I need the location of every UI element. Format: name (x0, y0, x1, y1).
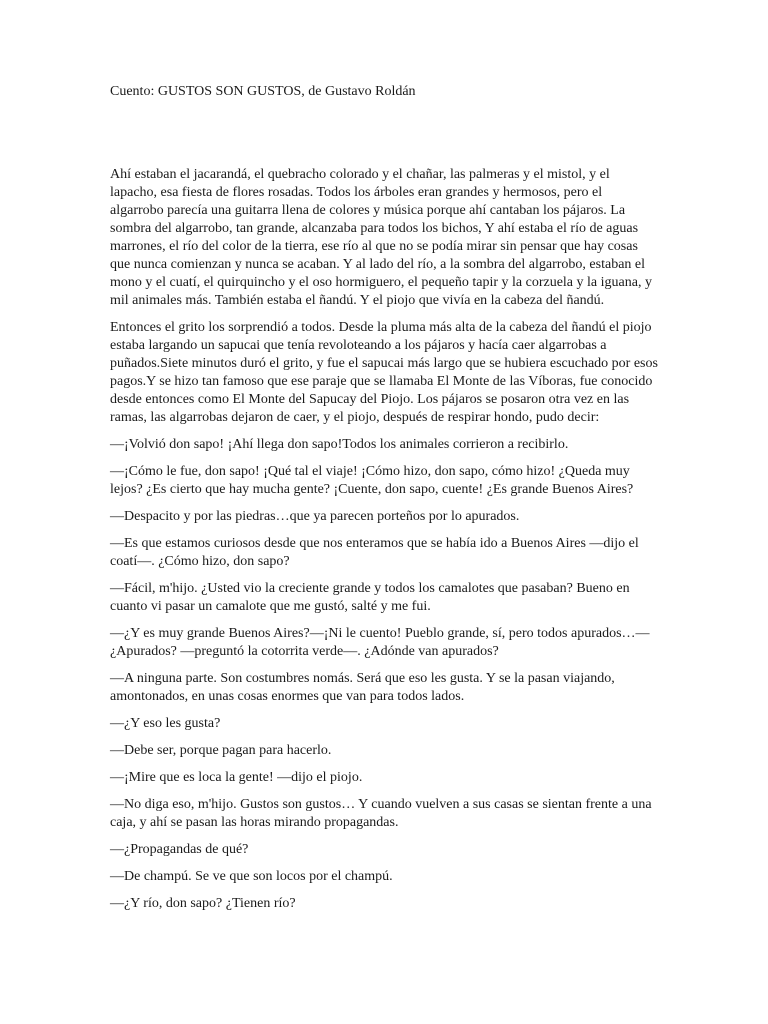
paragraph: Entonces el grito los sorprendió a todos. Desde la pluma más alta de la cabeza del ñandú el piojo estaba largando un sapucai que tenía revoloteando a los pájaros y hacía caer algarrobas a puñados.Siete minutos duró el grito, y fue el sapucai más largo que se hubiera escuchado por esos pagos.Y se hizo tan famoso que ese paraje que se llamaba El Monte de las Víboras, fue conocido desde entonces como El Monte del Sapucay del Piojo. Los pájaros se posaron otra vez en las ramas, las algarrobas dejaron de caer, y el piojo, después de respirar hondo, pudo decir: (110, 320, 658, 425)
paragraph: —De champú. Se ve que son locos por el champú. (110, 869, 393, 884)
paragraph: —¿Y es muy grande Buenos Aires?—¡Ni le cuento! Pueblo grande, sí, pero todos apurados…—¿Apurados? —preguntó la cotorrita verde—. ¿Adónde van apurados? (110, 626, 650, 659)
paragraph: —Debe ser, porque pagan para hacerlo. (110, 743, 332, 758)
paragraph: —¡Cómo le fue, don sapo! ¡Qué tal el viaje! ¡Cómo hizo, don sapo, cómo hizo! ¿Queda muy lejos? ¿Es cierto que hay mucha gente? ¡Cuente, don sapo, cuente! ¿Es grande Buenos Aires? (110, 464, 634, 497)
paragraph: —Es que estamos curiosos desde que nos enteramos que se había ido a Buenos Aires —dijo el coatí—. ¿Cómo hizo, don sapo? (110, 536, 639, 569)
document-title: Cuento: GUSTOS SON GUSTOS, de Gustavo Roldán (110, 84, 416, 99)
paragraph: —Despacito y por las piedras…que ya parecen porteños por lo apurados. (110, 509, 520, 524)
paragraph: —¡Mire que es loca la gente! —dijo el piojo. (110, 770, 363, 785)
document-page (110, 83, 658, 922)
paragraph: Ahí estaban el jacarandá, el quebracho colorado y el chañar, las palmeras y el mistol, y el lapacho, esa fiesta de flores rosadas. Todos los árboles eran grandes y hermosos, pero el algarrobo parecía una guitarra llena de colores y música porque ahí cantaban los pájaros. La sombra del algarrobo, tan grande, alcanzaba para todos los bichos, Y ahí estaba el río de aguas marrones, el río del color de la tierra, ese río al que no se podía mirar sin pensar que hay cosas que nunca comienzan y nunca se acaban. Y al lado del río, a la sombra del algarrobo, estaban el mono y el cuatí, el quirquincho y el oso hormiguero, el pequeño tapir y la corzuela y la iguana, y mil animales más. También estaba el ñandú. Y el piojo que vivía en la cabeza del ñandú. (110, 167, 652, 308)
paragraph: —A ninguna parte. Son costumbres nomás. Será que eso les gusta. Y se la pasan viajando, amontonados, en unas cosas enormes que van para todos lados. (110, 671, 615, 704)
paragraph: —¿Propagandas de qué? (110, 842, 249, 857)
paragraph: —¡Volvió don sapo! ¡Ahí llega don sapo!Todos los animales corrieron a recibirlo. (110, 437, 569, 452)
paragraph: —¿Y eso les gusta? (110, 716, 221, 731)
story-body (110, 166, 658, 913)
paragraph: —No diga eso, m'hijo. Gustos son gustos… Y cuando vuelven a sus casas se sientan frente a una caja, y ahí se pasan las horas mirando propagandas. (110, 797, 652, 830)
paragraph: —¿Y río, don sapo? ¿Tienen río? (110, 896, 296, 911)
paragraph: —Fácil, m'hijo. ¿Usted vio la creciente grande y todos los camalotes que pasaban? Bueno en cuanto vi pasar un camalote que me gustó, salté y me fui. (110, 581, 630, 614)
